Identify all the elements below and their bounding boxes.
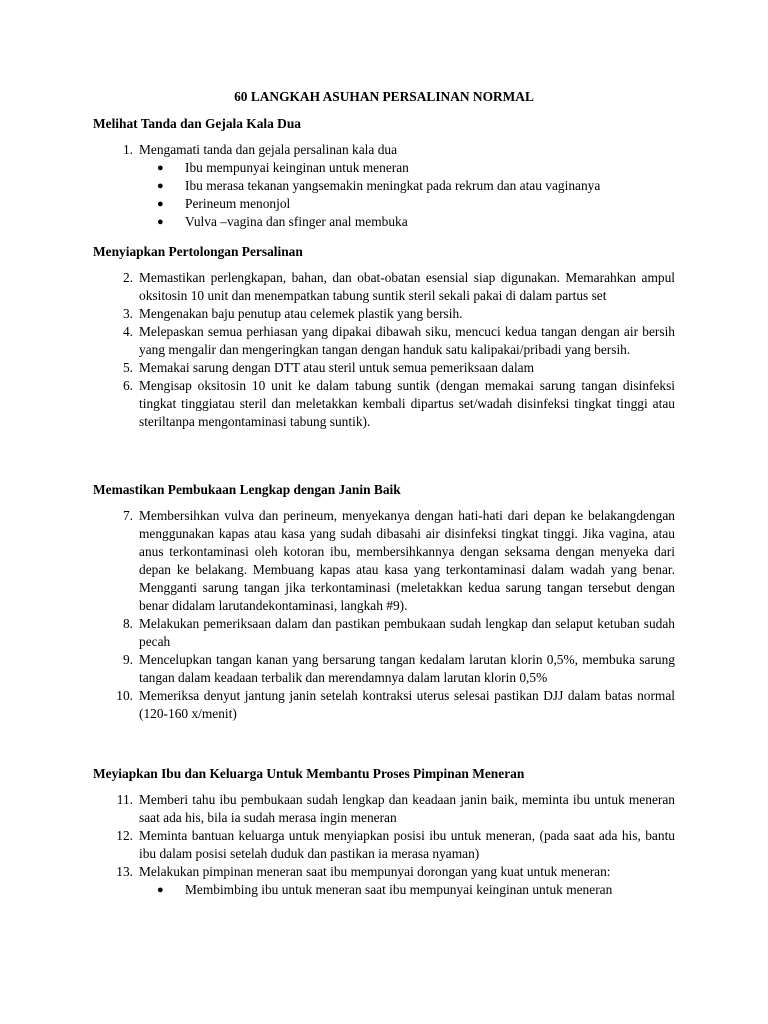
step-item: [93, 687, 675, 723]
step-text: Memastikan perlengkapan, bahan, dan obat-obatan esensial siap digunakan. Memarahkan ampul oksitosin 10 unit dan menempatkan tabung suntik steril sekali pakai di dalam partus set: [139, 270, 675, 303]
section-persiapan-meneran: [93, 765, 675, 899]
step-number: 11.: [116, 792, 133, 807]
section-pertolongan: [93, 243, 675, 431]
bullet-icon: ●: [157, 162, 164, 174]
section-heading: Melihat Tanda dan Gejala Kala Dua: [93, 116, 301, 131]
bullet-text: Membimbing ibu untuk meneran saat ibu mempunyai keinginan untuk meneran: [185, 882, 613, 897]
section-heading: Memastikan Pembukaan Lengkap dengan Janin Baik: [93, 482, 401, 497]
bullet-item: [139, 213, 675, 231]
step-number: 10.: [116, 688, 133, 703]
step-text: Memeriksa denyut jantung janin setelah kontraksi uterus selesai pastikan DJJ dalam batas normal (120-160 x/menit): [139, 688, 675, 721]
step-item: [93, 269, 675, 305]
step-text: Mencelupkan tangan kanan yang bersarung tangan kedalam larutan klorin 0,5%, membuka sarung tangan dalam keadaan terbalik dan merendamnya dalam larutan klorin 0,5%: [139, 652, 675, 685]
bullet-icon: ●: [157, 884, 164, 896]
step-text: Mengisap oksitosin 10 unit ke dalam tabung suntik (dengan memakai sarung tangan disinfeksi tingkat tinggiatau steril dan meletakkan kembali dipartus set/wadah disinfeksi tingkat tinggi atau steriltanpa mengontaminasi tabung suntik).: [139, 378, 675, 429]
step-item: [93, 507, 675, 615]
section-heading: Meyiapkan Ibu dan Keluarga Untuk Membantu Proses Pimpinan Meneran: [93, 766, 525, 781]
bullet-text: Ibu mempunyai keinginan untuk meneran: [185, 160, 409, 175]
bullet-list: [139, 159, 675, 231]
step-number: 5.: [122, 360, 133, 375]
step-item: [93, 863, 675, 899]
step-number: 1.: [122, 142, 133, 157]
step-number: 3.: [122, 306, 133, 321]
step-item: [93, 305, 675, 323]
bullet-item: [139, 881, 675, 899]
bullet-icon: ●: [157, 198, 164, 210]
step-number: 2.: [122, 270, 133, 285]
bullet-icon: ●: [157, 180, 164, 192]
section-heading: Menyiapkan Pertolongan Persalinan: [93, 244, 303, 259]
bullet-text: Vulva –vagina dan sfinger anal membuka: [185, 214, 408, 229]
step-number: 9.: [122, 652, 133, 667]
step-item: [93, 791, 675, 827]
step-item: [93, 615, 675, 651]
document-title: 60 LANGKAH ASUHAN PERSALINAN NORMAL: [234, 89, 534, 104]
step-item: [93, 141, 675, 231]
steps-list: [93, 141, 675, 231]
step-number: 4.: [122, 324, 133, 339]
bullet-item: [139, 159, 675, 177]
step-text: Melakukan pemeriksaan dalam dan pastikan pembukaan sudah lengkap dan selaput ketuban sudah pecah: [139, 616, 675, 649]
step-number: 7.: [122, 508, 133, 523]
step-item: [93, 651, 675, 687]
step-text: Mengenakan baju penutup atau celemek plastik yang bersih.: [139, 306, 463, 321]
bullet-text: Perineum menonjol: [185, 196, 291, 211]
bullet-list: [139, 881, 675, 899]
step-text: Membersihkan vulva dan perineum, menyekanya dengan hati-hati dari depan ke belakangdengan menggunakan kapas atau kasa yang sudah dibasahi air disinfeksi tingkat tinggi. Jika vagina, atau anus terkontaminasi oleh kotoran ibu, membersihkannya dengan seksama dengan menyeka dari depan ke belakang. Membuang kapas atau kasa yang terkontaminasi dalam wadah yang benar. Mengganti sarung tangan jika terkontaminasi (meletakkan kedua sarung tangan tersebut dengan benar didalam larutandekontaminasi, langkah #9).: [139, 508, 675, 613]
bullet-item: [139, 177, 675, 195]
steps-list: [93, 269, 675, 431]
step-item: [93, 359, 675, 377]
bullet-icon: ●: [157, 216, 164, 228]
steps-list: [93, 791, 675, 899]
step-text: Memberi tahu ibu pembukaan sudah lengkap dan keadaan janin baik, meminta ibu untuk meneran saat ada his, bila ia sudah merasa ingin meneran: [139, 792, 675, 825]
step-text: Mengamati tanda dan gejala persalinan kala dua: [139, 142, 398, 157]
step-item: [93, 323, 675, 359]
steps-list: [93, 507, 675, 723]
step-number: 8.: [122, 616, 133, 631]
step-number: 12.: [116, 828, 133, 843]
step-number: 13.: [116, 864, 133, 879]
bullet-text: Ibu merasa tekanan yangsemakin meningkat pada rekrum dan atau vaginanya: [185, 178, 601, 193]
section-pembukaan-lengkap: [93, 481, 675, 723]
step-item: [93, 377, 675, 431]
step-text: Melepaskan semua perhiasan yang dipakai dibawah siku, mencuci kedua tangan dengan air bersih yang mengalir dan mengeringkan tangan dengan handuk satu kalipakai/pribadi yang bersih.: [139, 324, 675, 357]
step-text: Memakai sarung dengan DTT atau steril untuk semua pemeriksaan dalam: [139, 360, 535, 375]
step-text: Meminta bantuan keluarga untuk menyiapkan posisi ibu untuk meneran, (pada saat ada his, bantu ibu dalam posisi setelah duduk dan pastikan ia merasa nyaman): [139, 828, 675, 861]
bullet-item: [139, 195, 675, 213]
section-tanda-gejala: [93, 115, 675, 231]
step-item: [93, 827, 675, 863]
step-number: 6.: [122, 378, 133, 393]
step-text: Melakukan pimpinan meneran saat ibu mempunyai dorongan yang kuat untuk meneran:: [139, 864, 611, 879]
